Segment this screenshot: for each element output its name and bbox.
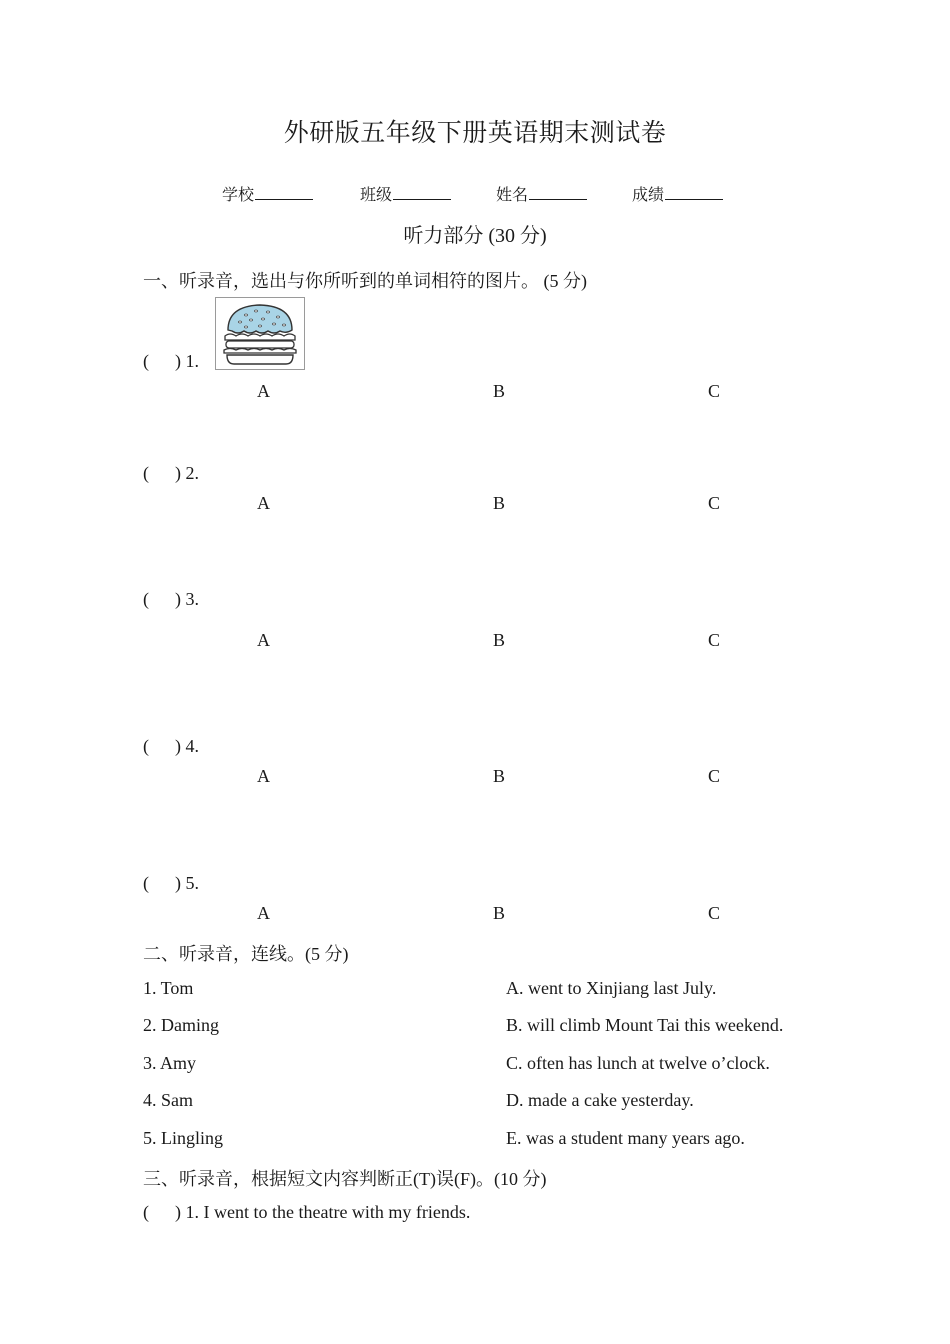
question-number: ) 5. (175, 873, 199, 893)
question-number: ) 2. (175, 463, 199, 483)
name-label: 姓名 (496, 185, 529, 204)
match-right-item[interactable]: C. often has lunch at twelve o’clock. (506, 1053, 770, 1073)
question-number: ) 4. (175, 736, 199, 756)
question-2 (143, 463, 199, 484)
match-right-item[interactable]: E. was a student many years ago. (506, 1128, 745, 1148)
question-number: ) 1. (175, 351, 199, 371)
match-right-item[interactable]: B. will climb Mount Tai this weekend. (506, 1015, 784, 1035)
class-label: 班级 (360, 185, 393, 204)
tf-question-1 (143, 1202, 470, 1223)
question-5 (143, 873, 199, 894)
school-field (222, 182, 313, 205)
score-label: 成绩 (632, 185, 665, 204)
answer-paren-open: ( (143, 463, 149, 483)
answer-paren-open: ( (143, 589, 149, 609)
school-blank[interactable] (255, 185, 313, 200)
section1-heading: 一、听录音，选出与你所听到的单词相符的图片。 (5 分) (143, 271, 587, 291)
answer-paren-open: ( (143, 736, 149, 756)
option-b[interactable]: B (493, 766, 506, 786)
option-b[interactable]: B (493, 493, 506, 513)
option-a[interactable]: A (257, 766, 270, 786)
name-blank[interactable] (529, 185, 587, 200)
option-b[interactable]: B (493, 381, 506, 401)
match-right-item[interactable]: A. went to Xinjiang last July. (506, 978, 717, 998)
option-a[interactable]: A (257, 493, 270, 513)
class-blank[interactable] (393, 185, 451, 200)
option-b[interactable]: B (493, 630, 506, 650)
tf-question-text: ) 1. I went to the theatre with my friends. (175, 1202, 471, 1222)
option-c[interactable]: C (708, 630, 721, 650)
match-left-item[interactable]: 1. Tom (143, 978, 194, 998)
hamburger-picture (215, 297, 305, 370)
score-blank[interactable] (665, 185, 723, 200)
option-a[interactable]: A (257, 903, 270, 923)
name-field (496, 182, 587, 205)
match-left-item[interactable]: 3. Amy (143, 1053, 197, 1073)
match-left-item[interactable]: 5. Lingling (143, 1128, 223, 1148)
score-field (632, 182, 723, 205)
question-number: ) 3. (175, 589, 199, 609)
option-c[interactable]: C (708, 381, 721, 401)
school-label: 学校 (222, 185, 255, 204)
section2-heading: 二、听录音，连线。(5 分) (143, 944, 349, 964)
answer-paren-open: ( (143, 873, 149, 893)
match-left-item[interactable]: 4. Sam (143, 1090, 194, 1110)
option-c[interactable]: C (708, 493, 721, 513)
match-right-item[interactable]: D. made a cake yesterday. (506, 1090, 694, 1110)
option-a[interactable]: A (257, 630, 270, 650)
page-title: 外研版五年级下册英语期末测试卷 (283, 118, 667, 147)
hamburger-icon (216, 298, 304, 369)
option-c[interactable]: C (708, 766, 721, 786)
option-c[interactable]: C (708, 903, 721, 923)
question-4 (143, 736, 199, 757)
answer-paren-open: ( (143, 351, 149, 371)
answer-paren-open: ( (143, 1202, 149, 1222)
question-1 (143, 351, 199, 372)
section3-heading: 三、听录音，根据短文内容判断正(T)误(F)。(10 分) (143, 1169, 547, 1189)
option-a[interactable]: A (257, 381, 270, 401)
class-field (360, 182, 451, 205)
question-3 (143, 589, 199, 610)
listening-part-title: 听力部分 (30 分) (403, 225, 547, 247)
match-left-item[interactable]: 2. Daming (143, 1015, 219, 1035)
option-b[interactable]: B (493, 903, 506, 923)
